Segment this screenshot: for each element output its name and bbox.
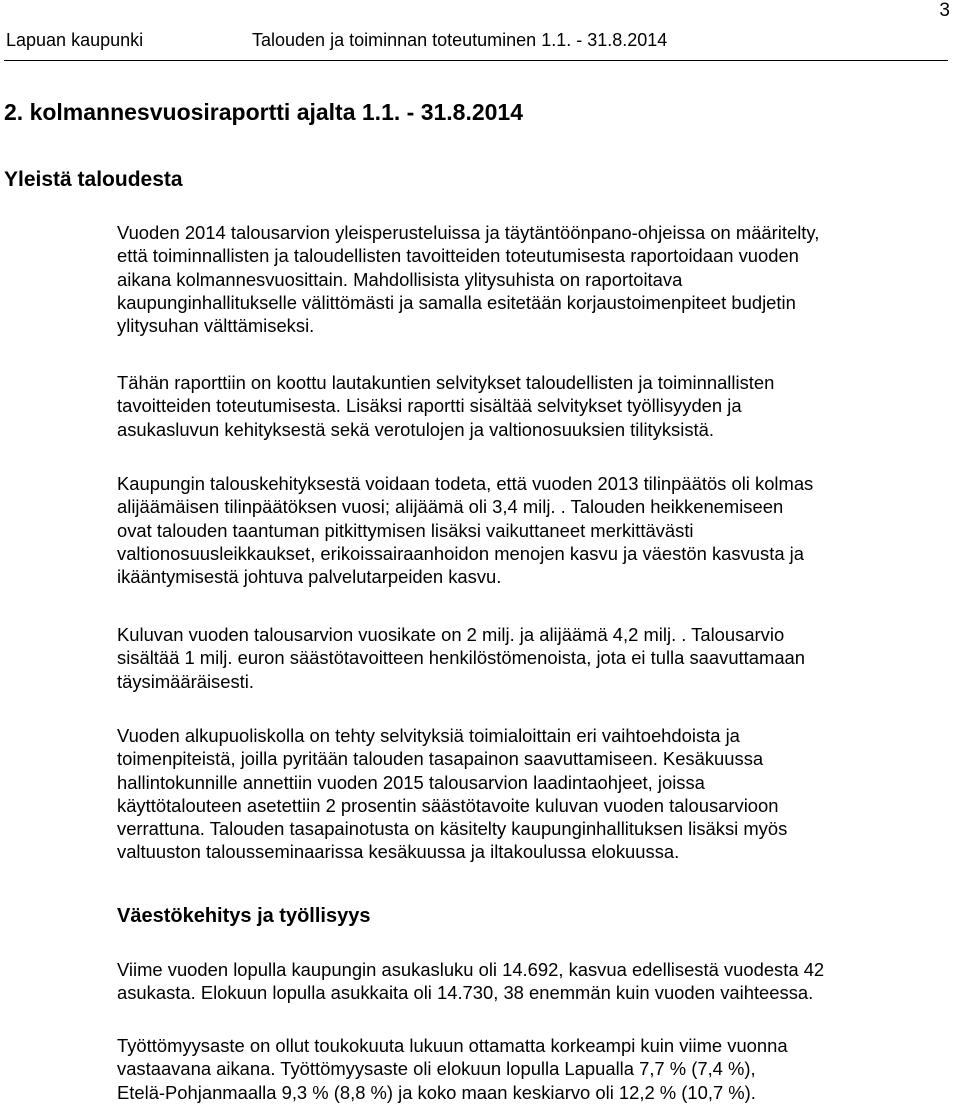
text-line: asukasta. Elokuun lopulla asukkaita oli 14.730, 38 enemmän kuin vuoden vaihteessa. — [117, 982, 814, 1004]
paragraph-balancing-measures — [117, 724, 960, 864]
paragraph-report-contents — [117, 371, 960, 441]
text-line: Kuluvan vuoden talousarvion vuosikate on 2 milj. ja alijäämä 4,2 milj. . Talousarvio — [117, 624, 785, 645]
text-line: ovat talouden taantuman pitkittymisen lisäksi vaikuttaneet merkittävästi — [117, 519, 694, 541]
text-line: aikana kolmannesvuosittain. Mahdollisista ylitysuhista on raportoitava — [117, 268, 683, 290]
text-line: Vuoden 2014 talousarvion yleisperusteluissa ja täytäntöönpano-ohjeissa on määritelty, — [117, 222, 820, 243]
paragraph-economic-development — [117, 472, 960, 588]
header-divider — [4, 60, 948, 61]
text-line: Tähän raporttiin on koottu lautakuntien selvitykset taloudellisten ja toiminnallisten — [117, 372, 775, 393]
text-line: kaupunginhallitukselle välittömästi ja samalla esitetään korjaustoimenpiteet budjetin — [117, 291, 796, 313]
text-line: vastaavana aikana. Työttömyysaste oli elokuun lopulla Lapualla 7,7 % (7,4 %), — [117, 1058, 756, 1080]
header-organization: Lapuan kaupunki — [6, 30, 144, 50]
paragraph-unemployment — [117, 1034, 960, 1104]
text-line: valtionosuusleikkaukset, erikoissairaanhoidon menojen kasvu ja väestön kasvusta ja — [117, 542, 804, 564]
section-heading-general: Yleistä taloudesta — [4, 168, 183, 191]
text-line: tavoitteiden toteutumisesta. Lisäksi raportti sisältää selvitykset työllisyyden ja — [117, 395, 742, 417]
text-line: että toiminnallisten ja taloudellisten tavoitteiden toteutumisesta raportoidaan vuoden — [117, 245, 799, 267]
paragraph-population — [117, 958, 960, 1005]
text-line: alijäämäisen tilinpäätöksen vuosi; alijäämä oli 3,4 milj. . Talouden heikkenemiseen — [117, 496, 784, 518]
text-line: asukasluvun kehityksestä sekä verotulojen ja valtionosuuksien tilityksistä. — [117, 418, 714, 440]
text-line: ylitysuhan välttämiseksi. — [117, 315, 315, 337]
text-line: verrattuna. Talouden tasapainotusta on käsitelty kaupunginhallituksen lisäksi myös — [117, 818, 788, 840]
header-document-title: Talouden ja toiminnan toteutuminen 1.1. - 31.8.2014 — [252, 30, 668, 50]
text-line: Etelä-Pohjanmaalla 9,3 % (8,8 %) ja koko maan keskiarvo oli 12,2 % (10,7 %). — [117, 1081, 756, 1103]
running-header — [6, 28, 667, 52]
report-title: 2. kolmannesvuosiraportti ajalta 1.1. - 31.8.2014 — [4, 99, 524, 125]
paragraph-current-budget — [117, 623, 960, 693]
text-line: toimenpiteistä, joilla pyritään talouden tasapainon saavuttamiseen. Kesäkuussa — [117, 748, 764, 770]
text-line: täysimääräisesti. — [117, 670, 254, 692]
text-line: sisältää 1 milj. euron säästötavoitteen henkilöstömenoista, jota ei tulla saavuttamaan — [117, 647, 805, 669]
paragraph-budget-reporting — [117, 221, 960, 337]
text-line: Viime vuoden lopulla kaupungin asukasluku oli 14.692, kasvua edellisestä vuodesta 42 — [117, 959, 825, 980]
text-line: valtuuston talousseminaarissa kesäkuussa ja iltakoulussa elokuussa. — [117, 841, 680, 863]
section-heading-population: Väestökehitys ja työllisyys — [117, 905, 371, 927]
text-line: käyttötalouteen asetettiin 2 prosentin säästötavoite kuluvan vuoden talousarvioon — [117, 794, 779, 816]
text-line: ikääntymisestä johtuva palvelutarpeiden kasvu. — [117, 566, 502, 588]
text-line: Kaupungin talouskehityksestä voidaan todeta, että vuoden 2013 tilinpäätös oli kolmas — [117, 473, 814, 494]
text-line: Työttömyysaste on ollut toukokuuta lukuun ottamatta korkeampi kuin viime vuonna — [117, 1035, 788, 1056]
page-number: 3 — [939, 0, 950, 21]
text-line: hallintokunnille annettiin vuoden 2015 talousarvion laadintaohjeet, joissa — [117, 771, 705, 793]
text-line: Vuoden alkupuoliskolla on tehty selvityksiä toimialoittain eri vaihtoehdoista ja — [117, 725, 740, 746]
